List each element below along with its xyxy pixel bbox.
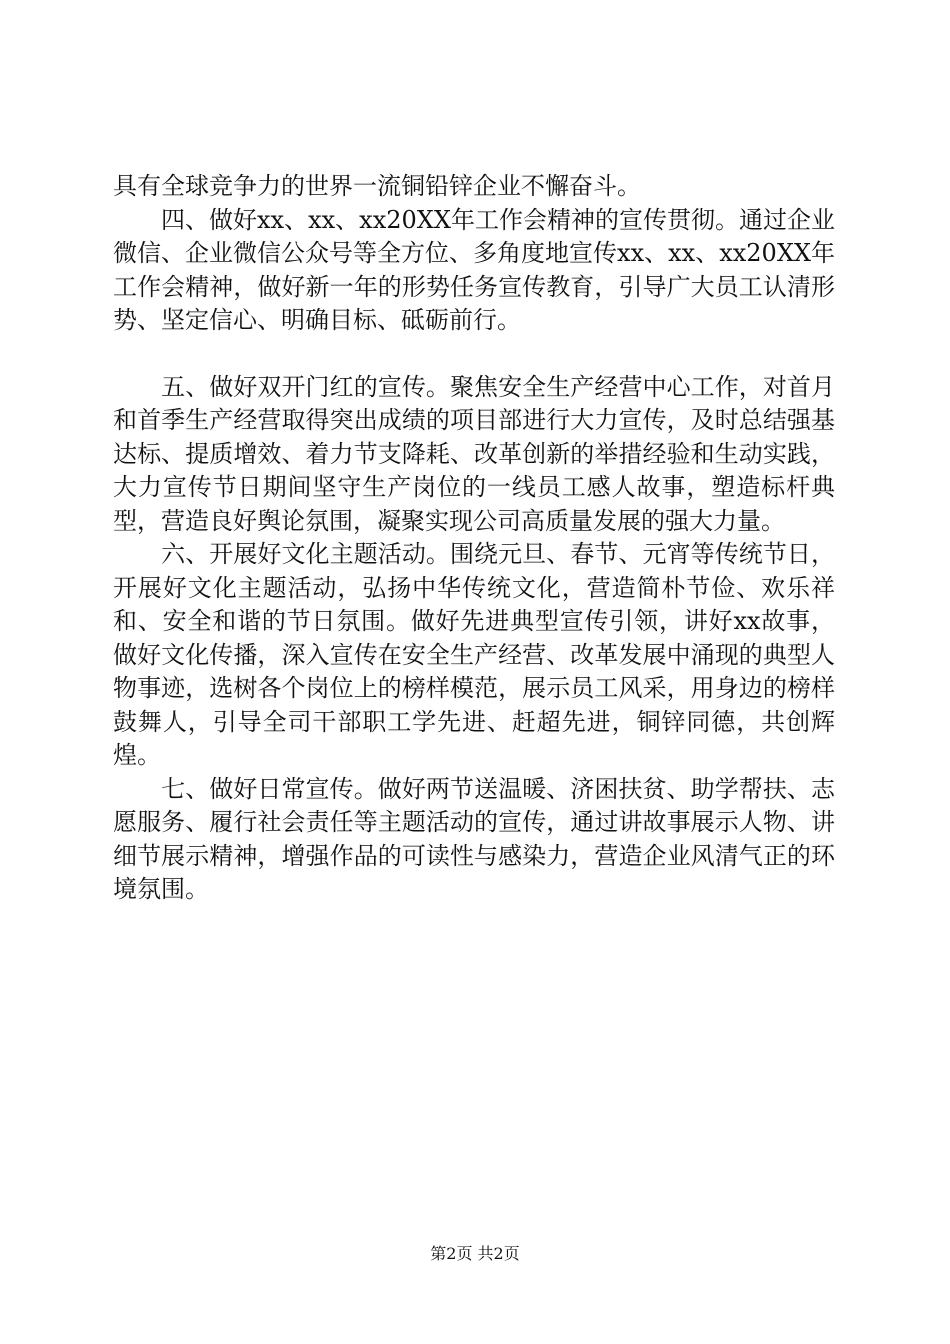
- paragraph-continuation: 具有全球竞争力的世界一流铜铅锌企业不懈奋斗。: [113, 172, 641, 200]
- paragraph-item-6: 六、开展好文化主题活动。围绕元旦、春节、元宵等传统节日，开展好文化主题活动，弘扬中华传统文化，营造简朴节俭、欢乐祥和、安全和谐的节日氛围。做好先进典型宣传引领，讲好xx故事，做好文化传播，深入宣传在安全生产经营、改革发展中涌现的典型人物事迹，选树各个岗位上的榜样模范，展示员工风采，用身边的榜样鼓舞人，引导全司干部职工学先进、赶超先进，铜锌同德，共创辉煌。: [113, 540, 835, 769]
- document-body: [113, 170, 835, 907]
- paragraph-item-4: 四、做好xx、xx、xx20XX年工作会精神的宣传贯彻。通过企业微信、企业微信公众号等全方位、多角度地宣传xx、xx、xx20XX年工作会精神，做好新一年的形势任务宣传教育，引导广大员工认清形势、坚定信心、明确目标、砥砺前行。: [113, 205, 835, 334]
- page-number-footer: 第2页 共2页: [430, 1244, 520, 1263]
- paragraph-item-7: 七、做好日常宣传。做好两节送温暖、济困扶贫、助学帮扶、志愿服务、履行社会责任等主题活动的宣传，通过讲故事展示人物、讲细节展示精神，增强作品的可读性与感染力，营造企业风清气正的环境氛围。: [113, 774, 835, 903]
- paragraph-item-5: 五、做好双开门红的宣传。聚焦安全生产经营中心工作，对首月和首季生产经营取得突出成绩的项目部进行大力宣传，及时总结强基达标、提质增效、着力节支降耗、改革创新的举措经验和生动实践，大力宣传节日期间坚守生产岗位的一线员工感人故事，塑造标杆典型，营造良好舆论氛围，凝聚实现公司高质量发展的强大力量。: [113, 372, 835, 535]
